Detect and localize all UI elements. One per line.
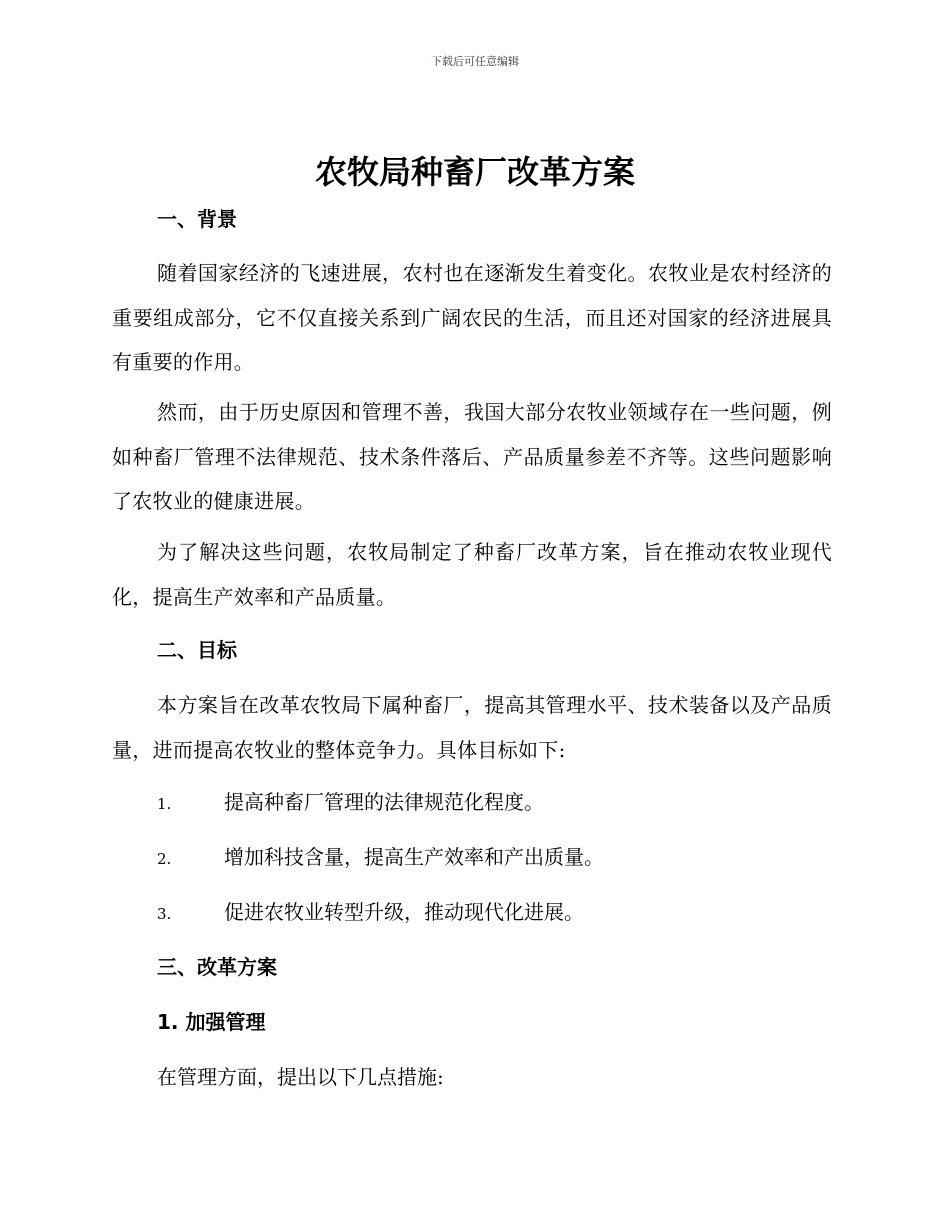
goal-item-2: [157, 843, 837, 873]
list-text: 提高种畜厂管理的法律规范化程度。: [224, 790, 544, 814]
section-heading-goals: 二、目标: [157, 638, 237, 662]
header-note: 下载后可任意编辑: [431, 55, 519, 68]
list-text: 促进农牧业转型升级，推动现代化进展。: [224, 900, 584, 924]
section-heading-plan: 三、改革方案: [157, 955, 277, 979]
goals-intro: 本方案旨在改革农牧局下属种畜厂，提高其管理水平、技术装备以及产品质量，进而提高农牧业的整体竞争力。具体目标如下:: [112, 693, 832, 762]
management-intro: 在管理方面，提出以下几点措施:: [157, 1065, 444, 1089]
background-paragraph-3: 为了解决这些问题，农牧局制定了种畜厂改革方案，旨在推动农牧业现代化，提高生产效率和产品质量。: [112, 540, 832, 609]
section-heading-background: 一、背景: [157, 207, 237, 231]
subsection-heading-management: 1. 加强管理: [157, 1010, 266, 1034]
background-paragraph-2: 然而，由于历史原因和管理不善，我国大部分农牧业领域存在一些问题，例如种畜厂管理不法律规范、技术条件落后、产品质量参差不齐等。这些问题影响了农牧业的健康进展。: [112, 400, 832, 513]
list-number: 3.: [157, 905, 172, 923]
document-title: 农牧局种畜厂改革方案: [314, 153, 635, 191]
goal-item-1: [157, 788, 837, 818]
background-paragraph-1: 随着国家经济的飞速进展，农村也在逐渐发生着变化。农牧业是农村经济的重要组成部分，它不仅直接关系到广阔农民的生活，而且还对国家的经济进展具有重要的作用。: [112, 261, 832, 374]
list-number: 2.: [157, 850, 172, 868]
list-number: 1.: [157, 795, 172, 813]
list-text: 增加科技含量，提高生产效率和产出质量。: [224, 845, 604, 869]
goal-item-3: [157, 898, 837, 928]
